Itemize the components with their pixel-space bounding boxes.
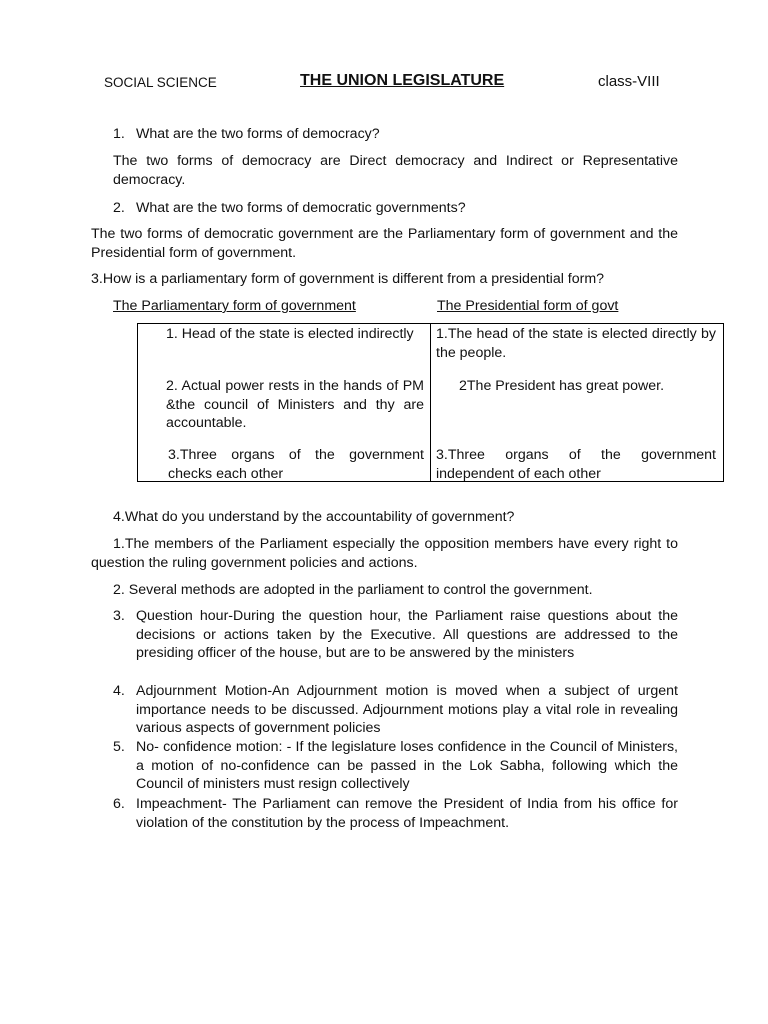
list-number: 5. [113, 739, 125, 755]
question-text: What are the two forms of democracy? [136, 126, 380, 142]
list-number: 4. [113, 683, 125, 699]
answer-2: The two forms of democratic government are the Parliamentary form of government and the Presidential form of government. [91, 226, 678, 261]
list-item-adjournment-motion [113, 682, 678, 738]
question-number: 1. [113, 126, 125, 142]
presidential-cell [431, 324, 724, 482]
list-text: Adjournment Motion-An Adjournment motion is moved when a subject of urgent importance needs to be discussed. Adjournment motions play a vital role in revealing various aspects of government policies [136, 683, 678, 736]
list-text: No- confidence motion: - If the legislature loses confidence in the Council of Ministers, a motion of no-confidence can be passed in the Lok Sabha, following which the Council of ministers must resign collectively [136, 739, 678, 792]
question-3: 3.How is a parliamentary form of government is different from a presidential form? [91, 271, 605, 287]
comparison-table [137, 323, 724, 482]
answer-4-point-1: 1.The members of the Parliament especially the opposition members have every right to question the ruling government policies and actions. [91, 536, 678, 571]
question-4: 4.What do you understand by the accountability of government? [113, 509, 515, 525]
list-text: Question hour-During the question hour, the Parliament raise questions about the decisions or actions taken by the Executive. All questions are addressed to the presiding officer of the house, but are to be answered by the ministers [136, 608, 678, 661]
presidential-point-1: 1.The head of the state is elected directly by the people. [436, 326, 716, 361]
answer-1: The two forms of democracy are Direct democracy and Indirect or Representative democracy. [113, 153, 678, 188]
presidential-point-2: 2The President has great power. [459, 378, 665, 394]
list-item-question-hour [113, 607, 678, 663]
question-number: 2. [113, 200, 125, 216]
class-label: class-VIII [598, 73, 660, 90]
question-2 [113, 199, 678, 218]
presidential-point-3: 3.Three organs of the government independent of each other [436, 447, 716, 482]
list-text: Impeachment- The Parliament can remove the President of India from his office for violation of the constitution by the process of Impeachment. [136, 796, 678, 831]
parliamentary-point-1: 1. Head of the state is elected indirectly [166, 326, 414, 342]
question-text: What are the two forms of democratic governments? [136, 200, 466, 216]
page-title: THE UNION LEGISLATURE [300, 72, 505, 89]
list-item-no-confidence-motion [113, 738, 678, 794]
parliamentary-cell [138, 324, 431, 482]
list-number: 3. [113, 608, 125, 624]
answer-4-point-2: 2. Several methods are adopted in the parliament to control the government. [113, 582, 593, 598]
parliamentary-point-2: 2. Actual power rests in the hands of PM &the council of Ministers and thy are accountable. [166, 378, 424, 431]
column-heading-parliamentary: The Parliamentary form of government [113, 298, 356, 314]
question-1 [113, 125, 678, 144]
list-item-impeachment [113, 795, 678, 832]
parliamentary-point-3: 3.Three organs of the government checks each other [168, 447, 424, 482]
column-heading-presidential: The Presidential form of govt [437, 298, 619, 314]
list-number: 6. [113, 796, 125, 812]
subject-label: SOCIAL SCIENCE [104, 75, 217, 90]
